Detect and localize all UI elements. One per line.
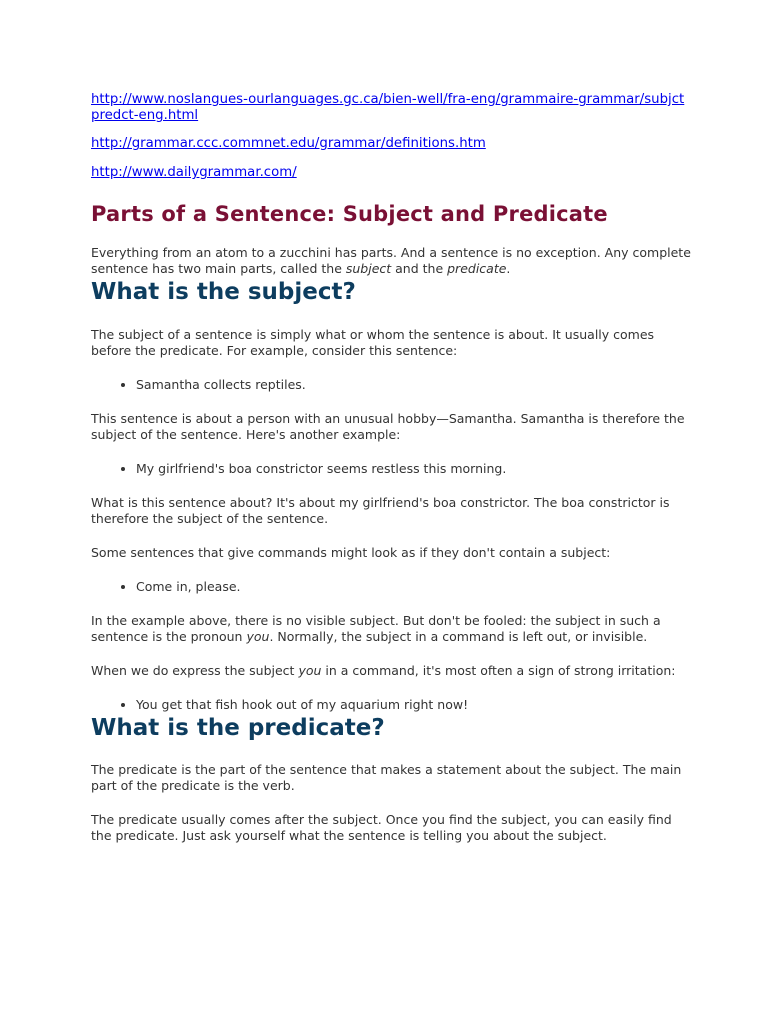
subject-paragraph-1: The subject of a sentence is simply what or whom the sentence is about. It usually comes before the predicate. For example, consider this sentence:: [91, 327, 655, 358]
example-item-3: • Come in, please.: [136, 579, 691, 595]
p5-em-you: you: [246, 629, 270, 644]
example-item-4: • You get that fish hook out of my aquarium right now!: [136, 697, 691, 713]
subject-heading: What is the subject?: [91, 279, 356, 305]
subject-paragraph-3: What is this sentence about? It's about my girlfriend's boa constrictor. The boa constrictor is therefore the subject of the sentence.: [91, 495, 670, 526]
document-page: [91, 92, 691, 844]
example-list-4: [91, 697, 691, 713]
subject-paragraph-4: Some sentences that give commands might look as if they don't contain a subject:: [91, 545, 611, 560]
example-item-2: • My girlfriend's boa constrictor seems restless this morning.: [136, 461, 691, 477]
reference-link-noslangues[interactable]: http://www.noslangues-ourlanguages.gc.ca/bien-well/fra-eng/grammaire-grammar/subjctpredct-eng.html: [91, 92, 685, 123]
predicate-heading: What is the predicate?: [91, 715, 385, 741]
p5-text-a: In the example above, there is no visible subject. But don't be fooled: the subject in such a sentence is the pronoun: [91, 613, 661, 644]
example-list-1: [91, 377, 691, 393]
p6-text-b: in a command, it's most often a sign of strong irritation:: [321, 663, 676, 678]
predicate-paragraph-2: The predicate usually comes after the subject. Once you find the subject, you can easily find the predicate. Just ask yourself what the sentence is telling you about the subject.: [91, 812, 672, 843]
subject-paragraph-5: [91, 613, 691, 645]
example-item-1: • Samantha collects reptiles.: [136, 377, 691, 393]
intro-text-a: Everything from an atom to a zucchini has parts. And a sentence is no exception. Any complete sentence has two main parts, called the: [91, 245, 691, 276]
reference-link-dailygrammar[interactable]: http://www.dailygrammar.com/: [91, 165, 297, 180]
intro-text-c: .: [506, 261, 511, 276]
example-list-2: [91, 461, 691, 477]
subject-paragraph-6: [91, 663, 691, 679]
subject-paragraph-2: This sentence is about a person with an unusual hobby—Samantha. Samantha is therefore the subject of the sentence. Here's another example:: [91, 411, 685, 442]
intro-em-subject: subject: [345, 261, 392, 276]
p6-em-you: you: [298, 663, 322, 678]
p5-text-b: . Normally, the subject in a command is left out, or invisible.: [269, 629, 648, 644]
intro-paragraph: [91, 245, 691, 277]
reference-link-commnet[interactable]: http://grammar.ccc.commnet.edu/grammar/definitions.htm: [91, 136, 486, 151]
page-title: Parts of a Sentence: Subject and Predicate: [91, 202, 608, 226]
intro-text-b: and the: [391, 261, 448, 276]
p6-text-a: When we do express the subject: [91, 663, 299, 678]
intro-em-predicate: predicate: [447, 261, 507, 276]
predicate-paragraph-1: The predicate is the part of the sentence that makes a statement about the subject. The main part of the predicate is the verb.: [91, 762, 682, 793]
example-list-3: [91, 579, 691, 595]
